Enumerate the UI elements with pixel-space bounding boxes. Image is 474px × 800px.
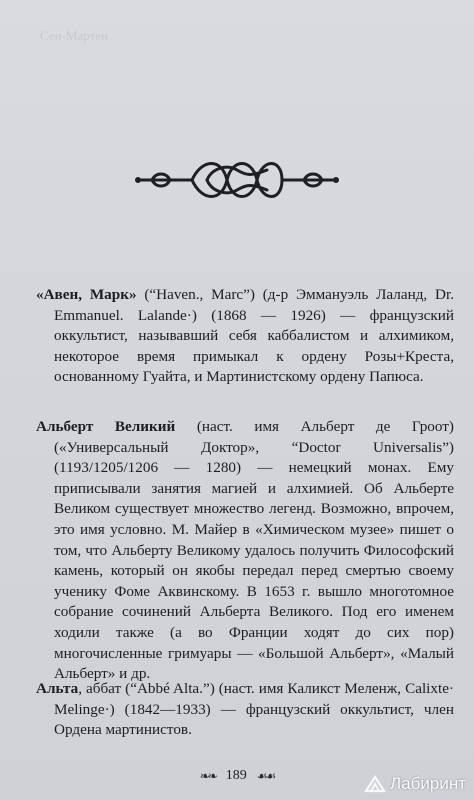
right-ornament-icon: ☙☙: [256, 768, 275, 783]
left-ornament-icon: ❧❧: [199, 768, 216, 783]
labyrinth-logo-icon: [364, 775, 386, 793]
glossary-entry: [36, 417, 454, 685]
entry-text: (наст. имя Альберт де Гроот) («Универсальный Доктор», “Doctor Universalis”) (1193/1205/1206 — 1280) — немецкий монах. Ему приписывали занятия магией и алхимией. Об Альберте Великом существует множество легенд. Возможно, впрочем, это имя условно. М. Майер в «Химическом музее» пишет о том, что Альберту Великому удалось получить Философский камень, который он якобы передал перед смертью своему ученику Фоме Аквинскому. В 1653 г. вышло многотомное собрание сочинений Альберта Великого. Под его именем ходили также (а во Франции ходят до сих пор) многочисленные гримуары — «Большой Альберт», «Малый Альберт» и др.: [54, 418, 454, 683]
entry-term: Альта: [36, 680, 79, 697]
entry-text: , аббат (“Abbé Alta.”) (наст. имя Каликст Меленж, Calixte· Melinge·) (1842—1933) — французский оккультист, член Ордена мартинистов.: [54, 680, 454, 739]
glossary-entry: [36, 285, 454, 388]
watermark-text: Лабиринт: [390, 774, 466, 793]
decorative-flourish-icon: [132, 150, 342, 210]
watermark: [364, 774, 466, 794]
page-number: 189: [225, 768, 247, 783]
bleed-through-text: Сен-Мартен: [40, 28, 108, 43]
entry-text: (“Haven., Marc”) (д-р Эммануэль Лаланд, Dr. Emmanuel. Lalande·) (1868 — 1926) — французский оккультист, называвший себя каббалистом и алхимиком, некоторое время примыкал к ордену Розы+Креста, основанному Гуайта, и Мартинистскому ордену Папюса.: [54, 286, 454, 386]
glossary-entry: [36, 679, 454, 741]
entry-term: Альберт Великий: [36, 418, 176, 435]
entry-term: «Авен, Марк»: [36, 286, 137, 303]
